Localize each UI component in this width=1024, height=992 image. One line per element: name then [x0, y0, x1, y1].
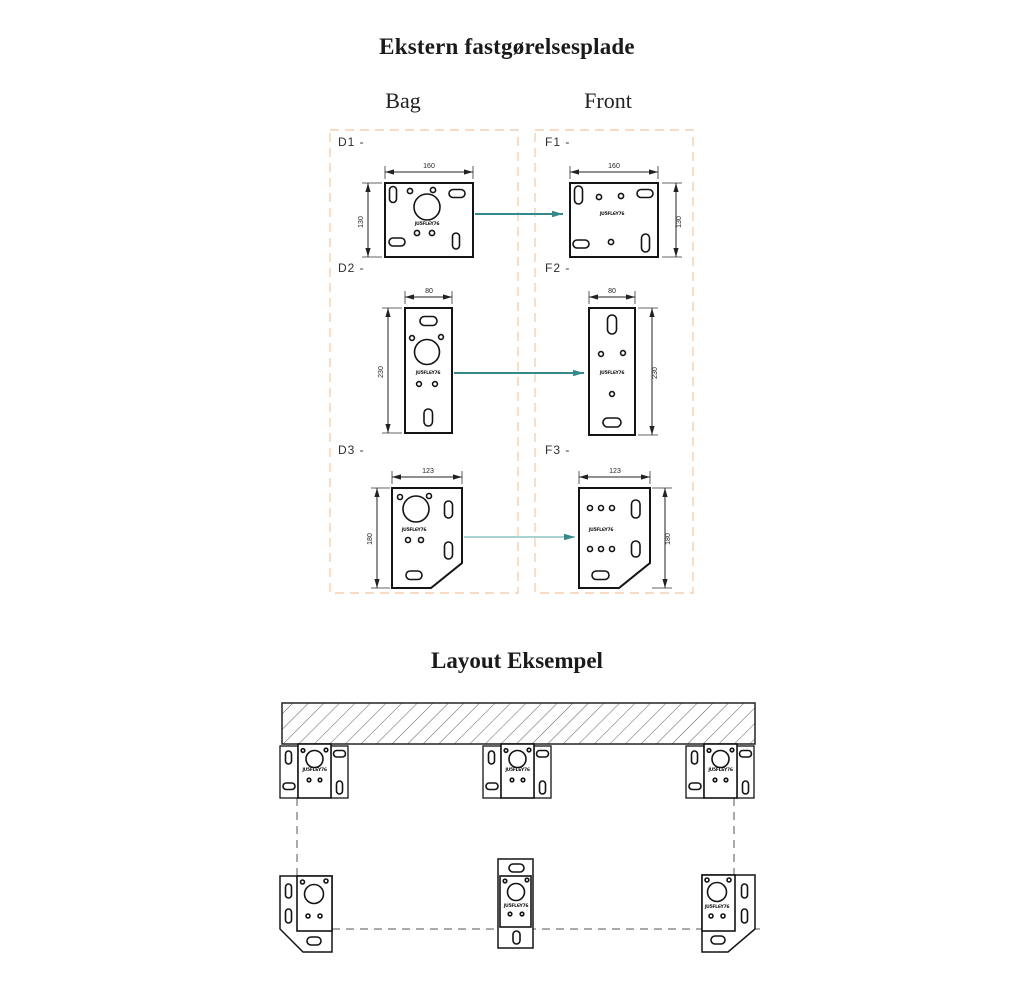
- label-d3: D3 -: [338, 443, 365, 457]
- label-d1: D1 -: [338, 135, 365, 149]
- plate-d1: [385, 183, 473, 257]
- dim-d1-width: 160: [423, 163, 435, 170]
- plate-marking: JU5FL6Y76: [503, 904, 529, 909]
- label-d2: D2 -: [338, 261, 365, 275]
- bottom-left-bracket: [280, 876, 332, 952]
- label-f3: F3 -: [545, 443, 571, 457]
- dim-f2-height: 230: [652, 367, 659, 379]
- label-f2: F2 -: [545, 261, 571, 275]
- plate-f3: [579, 488, 650, 588]
- plate-d2: [405, 308, 452, 433]
- plate-marking: JU5FL6Y76: [415, 371, 441, 376]
- dim-f1-height: 130: [676, 216, 683, 228]
- dim-d1-height: 130: [358, 216, 365, 228]
- plate-marking: JU5FL6Y76: [588, 528, 614, 533]
- label-f1: F1 -: [545, 135, 571, 149]
- column-header-front: Front: [584, 88, 632, 113]
- plate-d3: [392, 488, 462, 588]
- dim-d3-width: 123: [422, 468, 434, 475]
- plate-f1: [570, 183, 658, 257]
- plate-marking: JU5FL6Y76: [599, 371, 625, 376]
- plate-marking: JU5FL6Y76: [302, 768, 327, 773]
- plate-marking: JU5FL6Y76: [599, 212, 625, 217]
- column-header-back: Bag: [385, 88, 421, 113]
- dim-f3-width: 123: [609, 468, 621, 475]
- plate-marking: JU5FL6Y76: [414, 222, 440, 227]
- plate-marking: JU5FL6Y76: [708, 768, 733, 773]
- dim-d3-height: 180: [367, 533, 374, 545]
- plate-marking: JU5FL6Y76: [505, 768, 530, 773]
- plate-marking: JU5FL6Y76: [401, 528, 427, 533]
- plate-marking: JU5FL6Y76: [704, 905, 730, 910]
- dim-d2-width: 80: [425, 288, 433, 295]
- plate-f2: [589, 308, 635, 435]
- dim-d2-height: 230: [378, 366, 385, 378]
- dim-f1-width: 160: [608, 163, 620, 170]
- page-title: Ekstern fastgørelsesplade: [379, 34, 635, 59]
- hatched-beam: [282, 703, 755, 744]
- bottom-middle-bracket: [498, 859, 533, 948]
- layout-example: [280, 703, 760, 952]
- dim-f3-height: 180: [665, 533, 672, 545]
- bottom-right-bracket: [702, 875, 755, 952]
- dim-f2-width: 80: [608, 288, 616, 295]
- layout-section-title: Layout Eksempel: [431, 648, 603, 673]
